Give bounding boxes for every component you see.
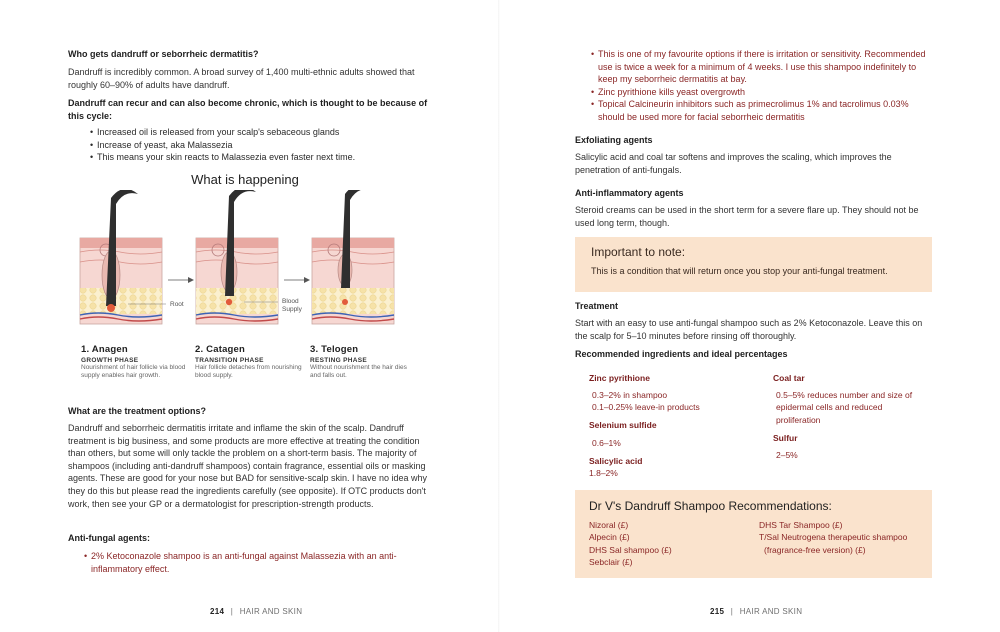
list-item: Nizoral (£) — [589, 520, 629, 530]
list-item: Alpecin (£) — [589, 532, 630, 543]
anti-fungal-heading: Anti-fungal agents: — [68, 533, 150, 543]
treatment-text: Start with an easy to use anti-fungal shampoo such as 2% Ketoconazole. Leave this on the scalp for 5–10 minutes before rinsing off thoroughly. — [575, 318, 923, 341]
stage-phase: GROWTH PHASE — [81, 357, 139, 364]
chronic-heading: Dandruff can recur and can also become chronic, which is thought to be because of this cycle: — [68, 98, 428, 121]
list-item: • 2% Ketoconazole shampoo is an anti-fungal against Malassezia with an anti-inflammatory effect. — [84, 550, 404, 575]
stage-title: 2. Catagen — [195, 344, 246, 355]
recommendations-right-list — [759, 519, 909, 556]
footer-separator: | — [730, 607, 734, 616]
treatment-options-heading: What are the treatment options? — [68, 406, 207, 416]
footer-section: HAIR AND SKIN — [739, 607, 803, 616]
ingredient-zinc-name: Zinc pyrithione — [589, 373, 650, 383]
stage-telogen — [310, 344, 410, 380]
catagen-panel — [196, 190, 278, 324]
important-note-box — [575, 237, 932, 292]
stage-desc: Nourishment of hair follicle via blood supply enables hair growth. — [81, 364, 186, 379]
stage-desc: Hair follicle detaches from nourishing blood supply. — [195, 364, 302, 379]
anti-fungal-list — [84, 550, 404, 575]
footer-section: HAIR AND SKIN — [239, 607, 303, 616]
telogen-panel — [312, 190, 394, 324]
ingredient-selenium-name: Selenium sulfide — [589, 420, 657, 430]
page-footer — [710, 607, 802, 616]
stage-title: 1. Anagen — [81, 344, 128, 355]
list-item: • Zinc pyrithione kills yeast overgrowth — [591, 86, 935, 99]
note-title: Important to note: — [591, 245, 686, 259]
list-item: T/Sal Neutrogena therapeutic shampoo (fragrance-free version) (£) — [759, 532, 908, 555]
list-item: • Increase of yeast, aka Malassezia — [90, 139, 430, 152]
list-item: DHS Sal shampoo (£) — [589, 544, 672, 555]
ingredient-zinc-value-1: 0.3–2% in shampoo — [592, 390, 668, 400]
anti-inflammatory-heading: Anti-inflammatory agents — [575, 188, 684, 198]
ingredient-zinc-value-2: 0.1–0.25% leave-in products — [592, 402, 700, 412]
ingredient-coal-tar-value: 0.5–5% reduces number and size of epidermal cells and reduced proliferation — [776, 390, 913, 425]
ketoconazole-notes-list — [591, 48, 935, 124]
list-item: DHS Tar Shampoo (£) — [759, 520, 843, 530]
treatment-heading: Treatment — [575, 301, 619, 311]
prevalence-paragraph: Dandruff is incredibly common. A broad survey of 1,400 multi-ethnic adults showed that roughly 60–90% of adults have dandruff. — [68, 67, 415, 90]
list-item: • Increased oil is released from your scalp's sebaceous glands — [90, 126, 430, 139]
treatment-paragraph: Dandruff and seborrheic dermatitis irritate and inflame the skin of the scalp. Dandruff treatment is big business, and some products are more effective at treating the condition than others, but some will only tackle the problem on a short-term basis. The majority of shampoos (including anti-dandruff shampoos) contain fragrance, essential oils or masking agents. These are good for your nose but BAD for sensitive-scalp skin. I have no idea why they do this but please read the ingredients carefully (see opposite). If OTC products don't work, then see your GP or a dermatologist for prescription-strength products. — [68, 423, 428, 509]
ingredient-salicylic-name: Salicylic acid — [589, 456, 643, 466]
ingredient-sulfur-value: 2–5% — [776, 450, 798, 460]
recommended-ingredients-heading: Recommended ingredients and ideal percentages — [575, 349, 788, 359]
list-item: • This means your skin reacts to Malassezia even faster next time. — [90, 151, 430, 164]
right-page — [500, 0, 1000, 632]
note-text: This is a condition that will return once you stop your anti-fungal treatment. — [591, 266, 888, 276]
exfoliating-paragraph: Salicylic acid and coal tar softens and improves the scaling, which improves the penetration of anti-fungals. — [575, 152, 892, 175]
stage-phase: TRANSITION PHASE — [195, 357, 264, 364]
recommendations-left-list — [589, 519, 749, 569]
footer-separator: | — [230, 607, 234, 616]
list-item: Sebclair (£) — [589, 557, 633, 568]
hair-growth-diagram — [78, 190, 408, 330]
list-item: • Topical Calcineurin inhibitors such as primecrolimus 1% and tacrolimus 0.03% should be used more for facial seborrheic dermatitis — [591, 98, 935, 123]
shampoo-recommendations-box — [575, 490, 932, 578]
cycle-list — [90, 126, 430, 164]
ingredient-sulfur-name: Sulfur — [773, 433, 798, 443]
stage-anagen — [81, 344, 191, 380]
recommendations-title: Dr V's Dandruff Shampoo Recommendations: — [589, 499, 832, 513]
ingredient-salicylic-value: 1.8–2% — [589, 468, 618, 478]
who-gets-heading: Who gets dandruff or seborrheic dermatitis? — [68, 49, 259, 59]
stage-phase: RESTING PHASE — [310, 357, 367, 364]
list-item: • This is one of my favourite options if there is irritation or sensitivity. Recommended use is twice a week for a minimum of 4 weeks. I use this shampoo indefinitely to keep my seborrheic dermatitis at bay. — [591, 48, 935, 86]
root-label: Root — [170, 301, 184, 308]
anti-inflammatory-paragraph: Steroid creams can be used in the short term for a severe flare up. They should not be used long term, though. — [575, 205, 919, 228]
exfoliating-heading: Exfoliating agents — [575, 135, 653, 145]
ingredient-coal-tar-name: Coal tar — [773, 373, 805, 383]
stage-title: 3. Telogen — [310, 344, 359, 355]
page-footer — [210, 607, 302, 616]
ingredient-selenium-value: 0.6–1% — [592, 438, 621, 448]
stage-catagen — [195, 344, 305, 380]
blood-supply-label: Blood Supply — [282, 298, 302, 313]
page-number: 214 — [210, 607, 225, 616]
page-number: 215 — [710, 607, 725, 616]
stage-desc: Without nourishment the hair dies and falls out. — [310, 364, 407, 379]
diagram-title: What is happening — [191, 172, 299, 187]
